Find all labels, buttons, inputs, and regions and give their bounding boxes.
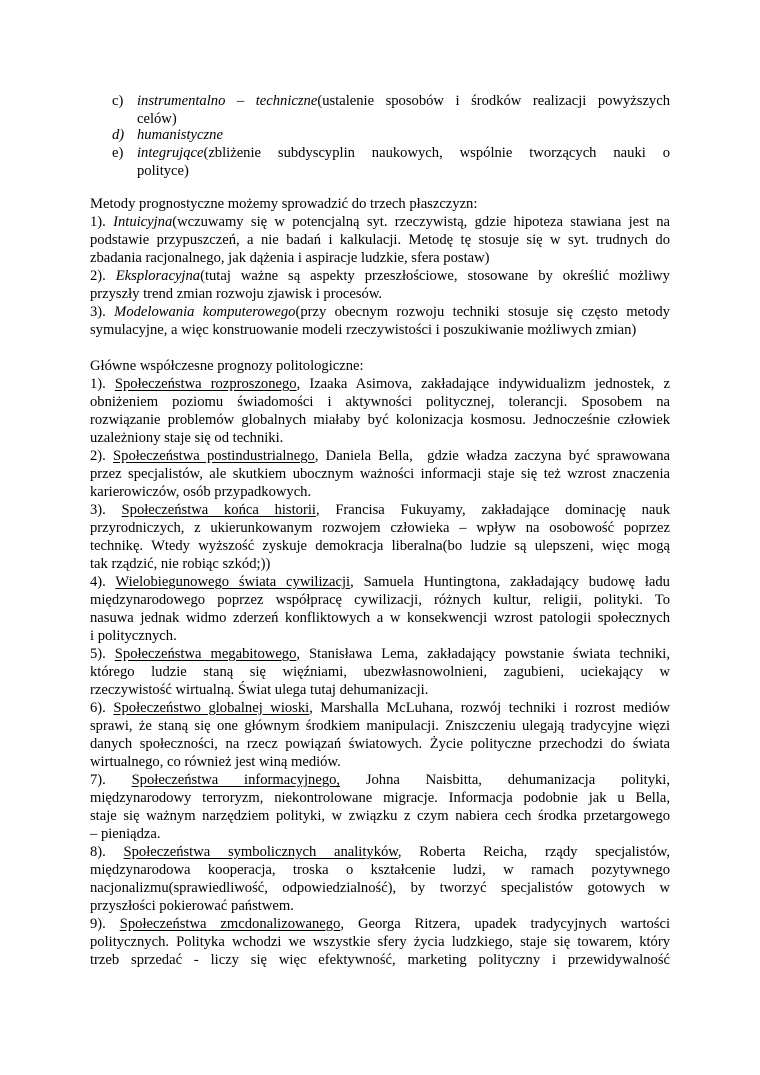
term: Społeczeństwa informacyjnego, (131, 772, 341, 788)
list-item-c (112, 92, 670, 128)
text: (ustalenie sposobów i środków realizacji powyższych (317, 93, 670, 109)
forecast-item-5 (90, 645, 670, 699)
text: danych społeczności, na rzecz powiązań światowych. Życie polityczne przechodzi do świata (90, 736, 670, 752)
forecast-item-9 (90, 915, 670, 969)
methods-intro: Metody prognostyczne możemy sprowadzić do trzech płaszczyzn: (90, 196, 478, 212)
text: politycznych. Polityka wchodzi we wszystkie sfery życia ludzkiego, staje się towarem, który (90, 934, 670, 950)
item-number: 2). (90, 268, 116, 284)
item-number: 6). (90, 700, 114, 716)
text: międzynarodowego poprzez współpracę cywilizacji, różnych kultur, religii, polityki. To (90, 592, 670, 608)
term: Społeczeństwa megabitowego (114, 646, 297, 662)
text: , Georga Ritzera, upadek tradycyjnych wartości (340, 916, 671, 932)
text: (tutaj ważne są aspekty przeszłościowe, stosowane by określić możliwy (200, 268, 670, 284)
term: instrumentalno – techniczne (137, 93, 318, 109)
text: , Roberta Reicha, rządy specjalistów, (397, 844, 670, 860)
item-number: 3). (90, 502, 122, 518)
text: międzynarodowa kooperacja, troska o kształcenie ludzi, w ramach pozytywnego (90, 862, 670, 878)
text: zbadania racjonalnego, jak dążenia i aspiracje ludzkie, sfera postaw) (90, 250, 490, 266)
text: i politycznych. (90, 628, 177, 644)
forecast-item-4 (90, 573, 670, 645)
item-number: 2). (90, 448, 114, 464)
term: Społeczeństwa symbolicznych analityków (123, 844, 398, 860)
text: , Samuela Huntingtona, zakładający budowę ładu (350, 574, 670, 590)
method-item-1 (90, 213, 670, 267)
text: (przy obecnym rozwoju techniki stosuje się często metody (295, 304, 670, 320)
text: obniżeniem poziomu świadomości i aktywności politycznej, tolerancji. Sposobem na (90, 394, 670, 410)
methods-section (90, 195, 670, 339)
text: (wczuwamy się w potencjalną syt. rzeczywistą, gdzie hipoteza stawiana jest na (172, 214, 670, 230)
text: rzeczywistość wirtualną. Świat ulega tutaj dehumanizacji. (90, 682, 429, 698)
term: Intuicyjna (113, 214, 173, 230)
text: tak rządzić, nie robiąc szkód;)) (90, 556, 271, 572)
term: Społeczeństwa rozproszonego (114, 376, 297, 392)
method-item-2 (90, 267, 670, 303)
text: staje się ważnym narzędziem polityki, w związku z czym nabiera cech środka przetargowego (90, 808, 670, 824)
term: integrujące (137, 145, 204, 161)
forecast-item-8 (90, 843, 670, 915)
text: nasuwa jednak widmo zderzeń konfliktowych a w konsekwencji wzrost patologii społecznych (90, 610, 670, 626)
item-number: 9). (90, 916, 120, 932)
text: uzależniony staje się od techniki. (90, 430, 284, 446)
forecast-item-1 (90, 375, 670, 447)
text: , Izaaka Asimova, zakładające indywidualizm jednostek, z (296, 376, 670, 392)
text: trzeb sprzedać - liczy się więc efektywność, marketing polityczny i przewidywalność (90, 952, 670, 968)
forecast-item-7 (90, 771, 670, 843)
method-item-3 (90, 303, 670, 339)
text: celów) (137, 111, 177, 127)
term: Społeczeństwo globalnej wioski (113, 700, 310, 716)
forecasts-section (90, 357, 670, 969)
list-marker: c) (112, 93, 124, 109)
term: humanistyczne (137, 127, 223, 143)
text: przyrodniczych, z ukierunkowanym rozwojem człowieka – wpływ na osobowość poprzez (90, 520, 670, 536)
term: Społeczeństwa postindustrialnego (113, 448, 315, 464)
item-number: 5). (90, 646, 115, 662)
text: przyszły trend zmian rozwoju zjawisk i procesów. (90, 286, 383, 302)
text: przez specjalistów, ale skutkiem ubocznym ważności informacji staje się też wzrost znaczenia (90, 466, 670, 482)
text: sprawi, że staną się one głównym środkiem manipulacji. Zniszczeniu ulegają tradycyjne więzi (90, 718, 670, 734)
term: Społeczeństwa końca historii (121, 502, 316, 518)
text: (zbliżenie subdyscyplin naukowych, wspólnie tworzących nauki o (203, 145, 670, 161)
list-marker: d) (112, 127, 125, 143)
text: karierowiczów, osób przypadkowych. (90, 484, 312, 500)
text: , Stanisława Lema, zakładający powstanie świata techniki, (296, 646, 670, 662)
item-number: 1). (90, 214, 114, 230)
text: rozwiązanie problemów globalnych miałaby być kolonizacja kosmosu. Jednocześnie człowiek (90, 412, 670, 428)
text: , Francisa Fukuyamy, zakładające dominację nauk (315, 502, 671, 518)
text: Johna Naisbitta, dehumanizacja polityki, (340, 772, 670, 788)
text: nacjonalizmu(sprawiedliwość, odpowiedzialność), by tworzyć specjalistów gotowych w (90, 880, 670, 896)
item-number: 4). (90, 574, 116, 590)
text: przyszłości pokierować państwem. (90, 898, 294, 914)
item-number: 8). (90, 844, 124, 860)
text: polityce) (137, 163, 189, 179)
forecasts-intro: Główne współczesne prognozy politologiczne: (90, 358, 364, 374)
text: – pieniądza. (90, 826, 161, 842)
term: Społeczeństwa zmcdonalizowanego (119, 916, 341, 932)
text: symulacyjne, a więc konstruowanie modeli rzeczywistości i poszukiwanie możliwych zmian) (90, 322, 637, 338)
term: Wielobiegunowego świata cywilizacji (115, 574, 351, 590)
term: Eksploracyjna (115, 268, 201, 284)
text: , Marshalla McLuhana, rozwój techniki i rozrost mediów (309, 700, 670, 716)
list-item-d (112, 126, 670, 144)
text: którego ludzie staną się więźniami, ubezwłasnowolnieni, zagubieni, uciekający w (90, 664, 670, 680)
forecast-item-6 (90, 699, 670, 771)
text: podstawie przypuszczeń, a nie badań i kalkulacji. Metodę tę stosuje się w syt. trudnych do (90, 232, 670, 248)
term: Modelowania komputerowego (114, 304, 296, 320)
list-item-e (112, 144, 670, 180)
forecast-item-2 (90, 447, 670, 501)
item-number: 3). (90, 304, 115, 320)
text: międzynarodowy terroryzm, niekontrolowane migracje. Informacja podobnie jak u Bella, (90, 790, 670, 806)
text: wirtualnego, co również jest winą mediów. (90, 754, 341, 770)
item-number: 7). (90, 772, 132, 788)
forecast-item-3 (90, 501, 670, 573)
item-number: 1). (90, 376, 115, 392)
list-marker: e) (112, 145, 124, 161)
text: technikę. Wtedy wyższość zyskuje demokracja liberalna(bo ludzie są ulepszeni, więc mogą (90, 538, 670, 554)
text: , Daniela Bella, gdzie władza zaczyna być sprawowana (314, 448, 670, 464)
